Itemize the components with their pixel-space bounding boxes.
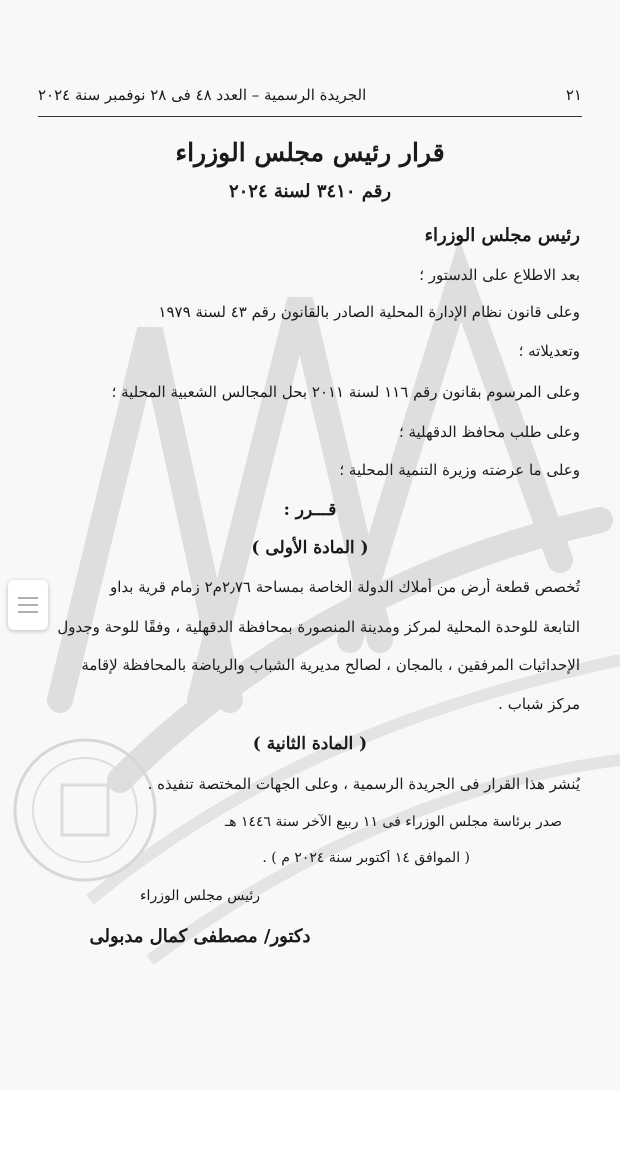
menu-icon <box>18 597 38 599</box>
article-2-line: يُنشر هذا القرار فى الجريدة الرسمية ، وعلى الجهات المختصة تنفيذه . <box>147 775 580 793</box>
decree-title: قرار رئيس مجلس الوزراء <box>175 138 445 167</box>
issued-line: ( الموافق ١٤ أكتوبر سنة ٢٠٢٤ م ) . <box>262 850 470 866</box>
article-2-heading: ( المادة الثانية ) <box>252 734 368 754</box>
decree-number: رقم ٣٤١٠ لسنة ٢٠٢٤ <box>228 181 392 202</box>
decided-heading: قـــرر : <box>283 500 337 520</box>
preamble-line: وعلى طلب محافظ الدقهلية ؛ <box>398 423 580 441</box>
preamble-line: بعد الاطلاع على الدستور ؛ <box>419 266 580 284</box>
article-1-heading: ( المادة الأولى ) <box>251 538 369 558</box>
preamble-line: وتعديلاته ؛ <box>518 342 580 360</box>
signatory-title: رئيس مجلس الوزراء <box>139 888 261 904</box>
signatory-name: دكتور/ مصطفى كمال مدبولى <box>89 926 311 947</box>
menu-button[interactable] <box>8 580 48 630</box>
menu-icon <box>18 604 38 606</box>
article-1-line: التابعة للوحدة المحلية لمركز ومدينة المنصورة بمحافظة الدقهلية ، وفقًا للوحة وجدول <box>57 618 580 636</box>
page-number: ٢١ <box>565 86 582 104</box>
article-1-line: تُخصص قطعة أرض من أملاك الدولة الخاصة بمساحة ٢٫٧٦م٢ زمام قرية بداو <box>110 578 580 596</box>
preamble-line: وعلى قانون نظام الإدارة المحلية الصادر بالقانون رقم ٤٣ لسنة ١٩٧٩ <box>158 303 580 321</box>
header-divider <box>38 116 582 117</box>
menu-icon <box>18 611 38 613</box>
article-1-line: الإحداثيات المرفقين ، بالمجان ، لصالح مديرية الشباب والرياضة بالمحافظة لإقامة <box>81 656 580 674</box>
article-1-line: مركز شباب . <box>498 695 580 713</box>
preamble-line: وعلى ما عرضته وزيرة التنمية المحلية ؛ <box>339 461 580 479</box>
issuer-heading: رئيس مجلس الوزراء <box>424 225 580 246</box>
preamble-line: وعلى المرسوم بقانون رقم ١١٦ لسنة ٢٠١١ بحل المجالس الشعبية المحلية ؛ <box>111 383 580 401</box>
issued-line: صدر برئاسة مجلس الوزراء فى ١١ ربيع الآخر سنة ١٤٤٦ هـ <box>225 814 562 830</box>
gazette-header <box>38 80 582 110</box>
gazette-issue: الجريدة الرسمية – العدد ٤٨ فى ٢٨ نوفمبر سنة ٢٠٢٤ <box>38 86 367 104</box>
